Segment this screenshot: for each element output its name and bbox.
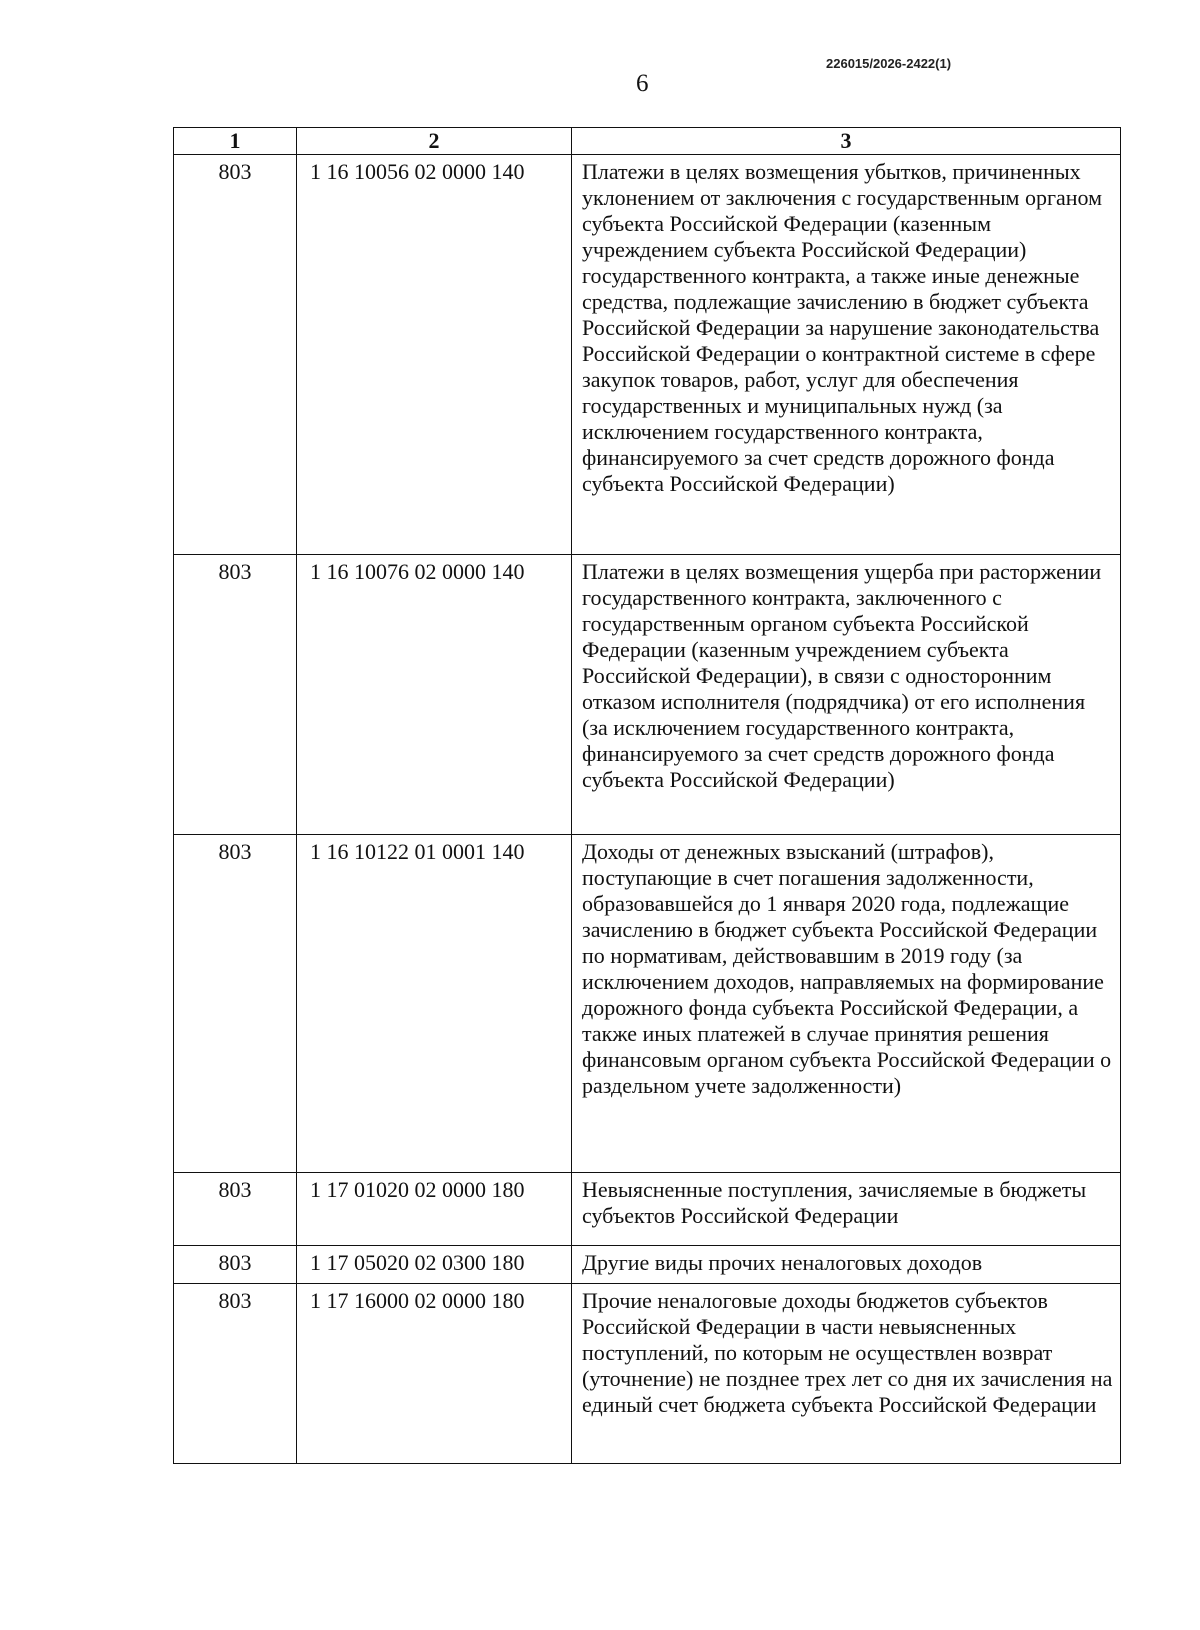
header-col-3: 3	[572, 128, 1121, 155]
budget-code-cell: 1 17 01020 02 0000 180	[297, 1173, 572, 1246]
table-row	[174, 1246, 1121, 1284]
budget-code-cell: 1 17 16000 02 0000 180	[297, 1284, 572, 1464]
table-row	[174, 555, 1121, 835]
budget-code-cell: 1 16 10076 02 0000 140	[297, 555, 572, 835]
budget-code-cell: 1 16 10056 02 0000 140	[297, 155, 572, 555]
header-col-1: 1	[174, 128, 297, 155]
header-col-2: 2	[297, 128, 572, 155]
table-row	[174, 1284, 1121, 1464]
budget-code-cell: 1 16 10122 01 0001 140	[297, 835, 572, 1173]
admin-code-cell: 803	[174, 1246, 297, 1284]
description-cell: Прочие неналоговые доходы бюджетов субъектов Российской Федерации в части невыясненных поступлений, по которым не осуществлен возврат (уточнение) не позднее трех лет со дня их зачисления на единый счет бюджета субъекта Российской Федерации	[572, 1284, 1121, 1464]
description-cell: Доходы от денежных взысканий (штрафов), поступающие в счет погашения задолженности, образовавшейся до 1 января 2020 года, подлежащие зачислению в бюджет субъекта Российской Федерации по нормативам, действовавшим в 2019 году (за исключением доходов, направляемых на формирование дорожного фонда субъекта Российской Федерации, а также иных платежей в случае принятия решения финансовым органом субъекта Российской Федерации о раздельном учете задолженности)	[572, 835, 1121, 1173]
admin-code-cell: 803	[174, 1284, 297, 1464]
description-cell: Другие виды прочих неналоговых доходов	[572, 1246, 1121, 1284]
description-cell: Платежи в целях возмещения убытков, причиненных уклонением от заключения с государственным органом субъекта Российской Федерации (казенным учреждением субъекта Российской Федерации) государственного контракта, а также иные денежные средства, подлежащие зачислению в бюджет субъекта Российской Федерации за нарушение законодательства Российской Федерации о контрактной системе в сфере закупок товаров, работ, услуг для обеспечения государственных и муниципальных нужд (за исключением государственного контракта, финансируемого за счет средств дорожного фонда субъекта Российской Федерации)	[572, 155, 1121, 555]
admin-code-cell: 803	[174, 835, 297, 1173]
budget-code-cell: 1 17 05020 02 0300 180	[297, 1246, 572, 1284]
admin-code-cell: 803	[174, 1173, 297, 1246]
document-number: 226015/2026-2422(1)	[826, 56, 952, 71]
table-row	[174, 835, 1121, 1173]
description-cell: Платежи в целях возмещения ущерба при расторжении государственного контракта, заключенного с государственным органом субъекта Российской Федерации (казенным учреждением субъекта Российской Федерации), в связи с односторонним отказом исполнителя (подрядчика) от его исполнения (за исключением государственного контракта, финансируемого за счет средств дорожного фонда субъекта Российской Федерации)	[572, 555, 1121, 835]
admin-code-cell: 803	[174, 555, 297, 835]
admin-code-cell: 803	[174, 155, 297, 555]
page-number: 6	[636, 70, 649, 97]
table-row	[174, 1173, 1121, 1246]
table-header-row	[174, 128, 1121, 155]
table-row	[174, 155, 1121, 555]
revenue-codes-table	[173, 127, 1121, 1464]
description-cell: Невыясненные поступления, зачисляемые в бюджеты субъектов Российской Федерации	[572, 1173, 1121, 1246]
